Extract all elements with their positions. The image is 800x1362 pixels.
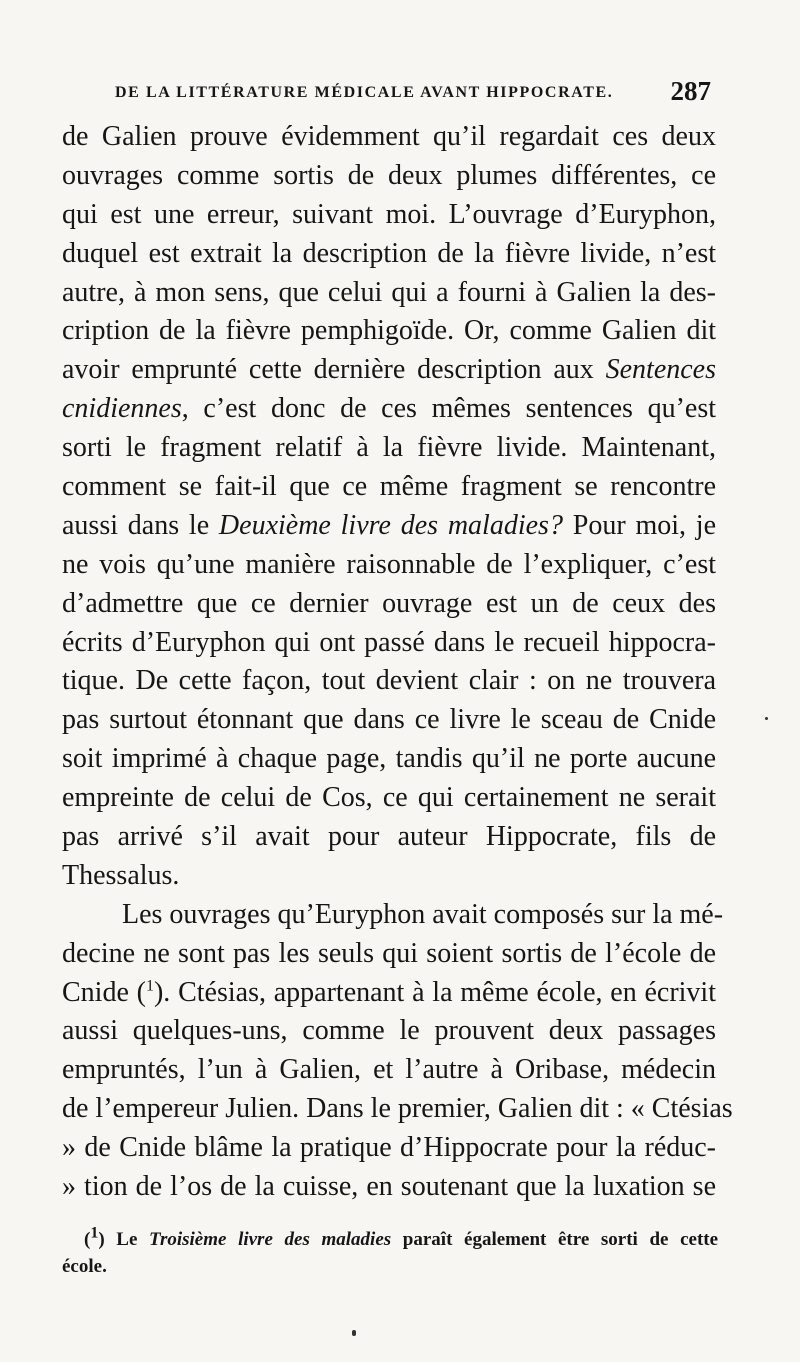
running-title: DE LA LITTÉRATURE MÉDICALE AVANT HIPPOCRATE.	[115, 84, 614, 101]
text-span: avoir emprunté cette dernière description aux	[62, 354, 594, 386]
ink-speck	[352, 1330, 356, 1336]
text-line: Thessalus.	[62, 859, 180, 891]
footnote-number: 1	[90, 1224, 99, 1242]
text-line: Les ouvrages qu’Euryphon avait composés sur la mé-	[122, 898, 724, 930]
text-line: tique. De cette façon, tout devient clair : on ne trouvera	[62, 665, 716, 697]
italic-title: cnidiennes	[62, 393, 182, 425]
text-line: pas surtout étonnant que dans ce livre le sceau de Cnide	[62, 704, 716, 736]
text-line: decine ne sont pas les seuls qui soient sortis de l’école de	[62, 937, 716, 969]
page-header	[115, 76, 711, 112]
text-line: » tion de l’os de la cuisse, en soutenant que la luxation se	[62, 1171, 716, 1203]
text-line: sorti le fragment relatif à la fièvre livide. Maintenant,	[62, 432, 716, 464]
italic-title: Sentences	[605, 354, 716, 386]
text-line: aussi quelques-uns, comme le prouvent deux passages	[62, 1015, 716, 1047]
text-span: ). Ctésias, appartenant à la même école, en écrivit	[153, 976, 716, 1008]
text-line: de Galien prouve évidemment qu’il regardait ces deux	[62, 121, 716, 152]
text-line: cription de la fièvre pemphigoïde. Or, comme Galien dit	[62, 315, 716, 347]
text-line: pas arrivé s’il avait pour auteur Hippocrate, fils de	[62, 821, 716, 853]
italic-title: Deuxième livre des maladies?	[218, 509, 563, 541]
text-line	[62, 390, 716, 429]
page-number: 287	[670, 76, 711, 106]
text-line: ne vois qu’une manière raisonnable de l’expliquer, c’est	[62, 548, 716, 580]
text-span: paraît également être sorti de cette	[402, 1229, 719, 1250]
text-line: » de Cnide blâme la pratique d’Hippocrate pour la réduc-	[62, 1132, 716, 1164]
footnote-ref: 1	[145, 977, 154, 995]
text-line: qui est une erreur, suivant moi. L’ouvrage d’Euryphon,	[62, 198, 716, 230]
body-text	[62, 118, 733, 1207]
footnote-line: école.	[62, 1256, 107, 1277]
footnote-marker: (	[84, 1229, 91, 1250]
text-line: comment se fait-il que ce même fragment se rencontre	[62, 471, 716, 503]
text-line: écrits d’Euryphon qui ont passé dans le recueil hippocra-	[62, 626, 716, 658]
text-line: duquel est extrait la description de la fièvre livide, n’est	[62, 237, 716, 269]
text-span: ) Le	[98, 1229, 138, 1250]
ink-speck	[765, 717, 768, 720]
text-line	[62, 507, 716, 546]
text-line: empruntés, l’un à Galien, et l’autre à Oribase, médecin	[62, 1054, 716, 1086]
text-span: Pour moi, je	[572, 509, 717, 541]
text-line: d’admettre que ce dernier ouvrage est un de ceux des	[62, 587, 716, 619]
text-line: soit imprimé à chaque page, tandis qu’il ne porte aucune	[62, 743, 716, 775]
text-span: , c’est donc de ces mêmes sentences qu’est	[181, 393, 716, 425]
text-line	[62, 351, 716, 390]
text-line: de l’empereur Julien. Dans le premier, Galien dit : « Ctésias	[62, 1093, 733, 1125]
footnote-line	[62, 1226, 718, 1253]
text-span: Cnide (	[62, 976, 146, 1008]
italic-title: Troisième livre des maladies	[149, 1229, 392, 1250]
text-line: ouvrages comme sortis de deux plumes différentes, ce	[62, 159, 716, 191]
text-line: empreinte de celui de Cos, ce qui certainement ne serait	[62, 782, 716, 814]
text-span: aussi dans le	[62, 509, 210, 541]
footnote	[62, 1226, 718, 1280]
text-line: autre, à mon sens, que celui qui a fourni à Galien la des-	[62, 276, 716, 308]
text-line	[62, 974, 716, 1013]
